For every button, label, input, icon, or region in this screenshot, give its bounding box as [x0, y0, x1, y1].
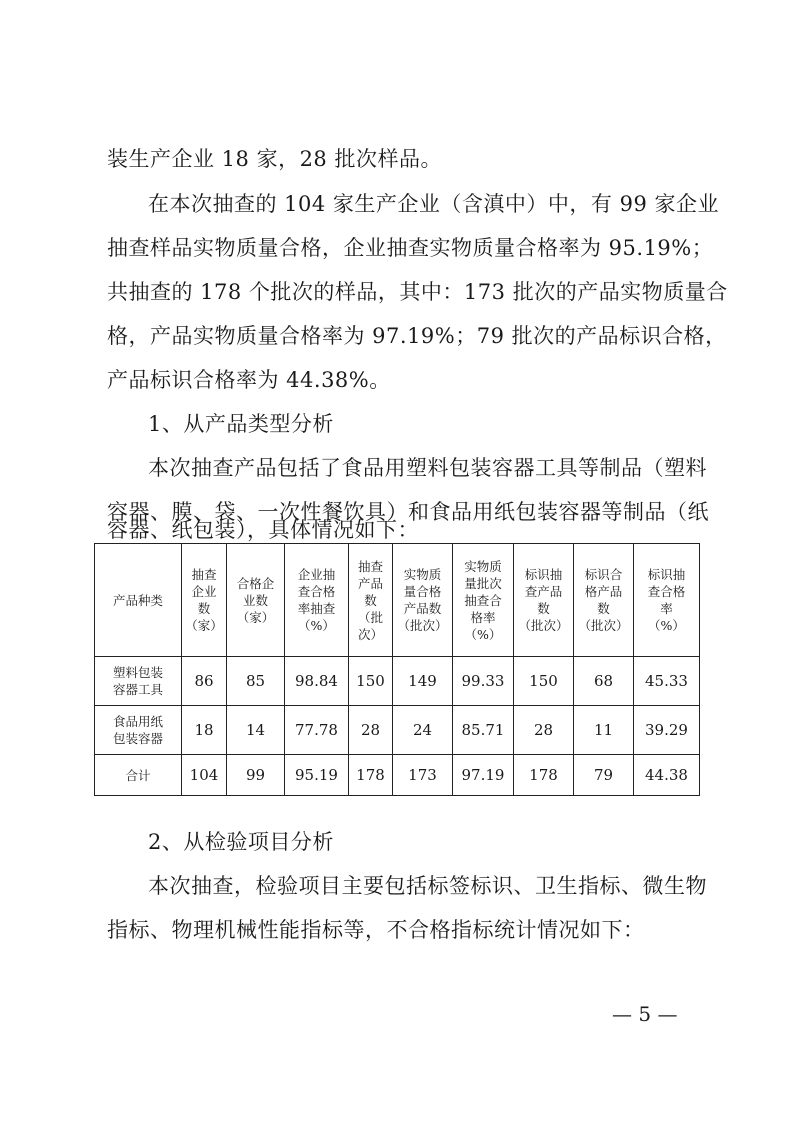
section-heading: 1、从产品类型分析 — [148, 412, 334, 436]
body-text-line: 本次抽查，检验项目主要包括标签标识、卫生指标、微生物 — [148, 874, 707, 898]
table-cell: 97.19 — [453, 755, 514, 796]
table-row — [95, 706, 700, 755]
table-cell: 150 — [514, 657, 574, 706]
table-cell: 99 — [227, 755, 285, 796]
table-cell-category: 塑料包装 容器工具 — [95, 657, 182, 706]
table-cell: 104 — [182, 755, 227, 796]
table-cell: 178 — [349, 755, 393, 796]
body-text-line: 指标、物理机械性能指标等，不合格指标统计情况如下： — [107, 918, 645, 942]
table-header-cell: 抽查 产品 数 （批 次） — [349, 544, 393, 657]
table-header-cell: 实物质 量批次 抽查合 格率 （%） — [453, 544, 514, 657]
table-cell: 28 — [514, 706, 574, 755]
table-cell: 86 — [182, 657, 227, 706]
table-header-cell: 合格企 业数 （家） — [227, 544, 285, 657]
table-total-row — [95, 755, 700, 796]
body-text-line: 产品标识合格率为 44.38%。 — [107, 368, 391, 392]
table-header-cell: 抽查 企业 数 （家） — [182, 544, 227, 657]
table-cell: 45.33 — [634, 657, 700, 706]
table-header-cell: 标识抽 查产品 数 （批次） — [514, 544, 574, 657]
body-text-line: 容器、纸包装），具体情况如下： — [107, 518, 419, 542]
body-text-line: 本次抽查产品包括了食品用塑料包装容器工具等制品（塑料 — [148, 456, 707, 480]
section-heading: 2、从检验项目分析 — [148, 830, 334, 854]
table-cell: 28 — [349, 706, 393, 755]
page-number: — 5 — — [612, 1002, 678, 1026]
table-cell: 39.29 — [634, 706, 700, 755]
table-cell: 173 — [393, 755, 453, 796]
table-header-cell: 标识抽 查合格 率 （%） — [634, 544, 700, 657]
table-cell: 150 — [349, 657, 393, 706]
table-cell: 95.19 — [285, 755, 349, 796]
body-text-line: 在本次抽查的 104 家生产企业（含滇中）中，有 99 家企业 — [148, 192, 720, 216]
table-cell: 68 — [574, 657, 634, 706]
table-cell: 44.38 — [634, 755, 700, 796]
table-header-cell: 企业抽 查合格 率抽查 （%） — [285, 544, 349, 657]
table-cell: 14 — [227, 706, 285, 755]
table-cell-category: 食品用纸 包装容器 — [95, 706, 182, 755]
table-header-row — [95, 544, 700, 657]
body-text-line: 格，产品实物质量合格率为 97.19%；79 批次的产品标识合格， — [107, 324, 727, 348]
body-text-line: 共抽查的 178 个批次的样品，其中：173 批次的产品实物质量合 — [107, 280, 728, 304]
table-header-cell: 产品种类 — [95, 544, 182, 657]
table-cell: 24 — [393, 706, 453, 755]
table-cell: 11 — [574, 706, 634, 755]
body-text-line: 抽查样品实物质量合格，企业抽查实物质量合格率为 95.19%； — [107, 236, 714, 260]
table-header-cell: 标识合 格产品 数 （批次） — [574, 544, 634, 657]
table-header-cell: 实物质 量合格 产品数 （批次） — [393, 544, 453, 657]
table-cell: 85 — [227, 657, 285, 706]
table-cell: 99.33 — [453, 657, 514, 706]
table-cell: 79 — [574, 755, 634, 796]
table-cell-category: 合计 — [95, 755, 182, 796]
table-cell: 149 — [393, 657, 453, 706]
body-text-line: 装生产企业 18 家，28 批次样品。 — [107, 147, 442, 171]
table-cell: 98.84 — [285, 657, 349, 706]
body-text-line: 容器、膜、袋、一次性餐饮具）和食品用纸包装容器等制品（纸 — [107, 500, 709, 524]
table-cell: 178 — [514, 755, 574, 796]
product-type-table — [94, 543, 700, 796]
table-cell: 85.71 — [453, 706, 514, 755]
table-cell: 77.78 — [285, 706, 349, 755]
table-cell: 18 — [182, 706, 227, 755]
table-row — [95, 657, 700, 706]
